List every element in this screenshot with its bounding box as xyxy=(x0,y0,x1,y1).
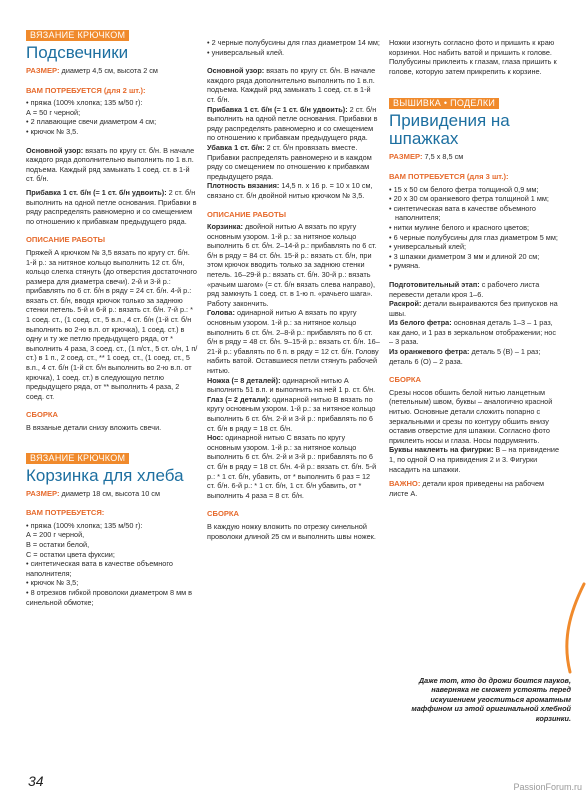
material-item: • синтетическая вата в качестве объемного наполнителя; xyxy=(389,203,536,223)
materials-heading-2: ВАМ ПОТРЕБУЕТСЯ: xyxy=(26,508,105,518)
assembly-heading: СБОРКА xyxy=(26,410,59,420)
column-left xyxy=(26,0,198,607)
important-text: детали кроя приведены на рабочем листе А. xyxy=(389,479,545,498)
title-bread-basket: Корзинка для хлеба xyxy=(26,465,184,485)
work-heading: ОПИСАНИЕ РАБОТЫ xyxy=(207,209,287,219)
basket-paragraph xyxy=(207,222,380,308)
legs-paragraph xyxy=(207,376,380,395)
letters-paragraph xyxy=(389,445,561,474)
head-text: одинарной нитью А вязать по кругу основным узором. 1-й р.: за нитяное кольцо выполнить 6 ст. б/н. 2–8-й р.: прибавлять по 6 ст. б/н в ряду = 48 ст. б/н. 9–15-й р.: вязать ст. б/н. 16–21-й р.: убавлять по 6 п. в ряду = 12 ст. б/н. Голову набить ватой. Оставшиеся петли стянуть рабочей нитью. xyxy=(207,308,380,375)
size-text: 7,5 х 8,5 см xyxy=(422,152,464,162)
material-item: • 2 черные полубусины для глаз диаметром 14 мм; xyxy=(207,38,380,47)
orange-felt-paragraph xyxy=(389,347,561,366)
column-middle xyxy=(207,38,380,541)
material-item: • 8 отрезков гибкой проволоки диаметром 8 мм в синельной обмотке; xyxy=(26,587,193,607)
nose-text: одинарной нитью С вязать по кругу основным узором. 1-й р.: за нитяное кольцо выполнить 6 ст. б/н. 2-й и 3-й р.: прибавлять по 6 ст. б/н в ряду = 18 ст. б/н. 4-й р.: вязать ст. б/н. 5-й р.: * 1 ст. б/н, убавить, от * выполнить 6 раз = 12 ст. б/н. 6-й р.: * 1 ст. б/н, 1 ст. б/н убавить, от * выполнить 4 раза = 8 ст. б/н. xyxy=(207,433,377,500)
white-felt-label: Из белого фетра: xyxy=(389,318,452,328)
size-label: РАЗМЕР: xyxy=(389,152,423,162)
assembly-text: Срезы носов обшить белой нитью ланцетным (петельным) швом, буквы – аналогично красной нитью. Основные детали сложить попарно с зеркальными и срезы по контуру обшить внизу оставив отверстие для шпажки. Согласно фото приклеить носы и глаза. Носы подрумянить. xyxy=(389,387,553,445)
head-label: Голова: xyxy=(207,308,235,318)
nose-label: Нос: xyxy=(207,433,224,443)
size-line xyxy=(389,152,561,162)
size-label: РАЗМЕР: xyxy=(26,66,60,75)
decorative-orange-stroke xyxy=(540,582,586,674)
column-right xyxy=(389,38,561,498)
pattern-label: Основной узор: xyxy=(207,66,265,76)
material-item: • крючок № 3,5; xyxy=(26,578,79,588)
increase-paragraph xyxy=(207,105,380,143)
eye-text: одинарной нитью В вязать по кругу основным узором. 1-й р.: за нитяное кольцо выполнить 6 ст. б/н. 2-й и 3-й р.: прибавлять по 6 ст. б/н в ряду = 18 ст. б/н. xyxy=(207,394,376,433)
assembly-text: В каждую ножку вложить по отрезку синельной проволоки длиной 25 см и выполнить швы ножек. xyxy=(207,521,376,541)
density-label: Плотность вязания: xyxy=(207,181,280,191)
size-text: диаметр 4,5 см, высота 2 см xyxy=(59,66,158,75)
decrease-paragraph xyxy=(207,143,380,153)
legs-text: одинарной нитью А выполнить 51 в.п. и выполнить на ней 1 р. ст. б/н. xyxy=(207,375,376,395)
size-text-2: диаметр 18 см, высота 10 см xyxy=(59,488,160,498)
basket-label: Корзинка: xyxy=(207,222,243,232)
material-item: • 2 плавающие свечи диаметром 4 см; xyxy=(26,117,157,127)
material-item: • пряжа (100% хлопка; 135 м/50 г): xyxy=(26,520,143,530)
important-label: ВАЖНО: xyxy=(389,479,421,489)
material-item: В = остатки белой, xyxy=(26,539,90,549)
size-line-2 xyxy=(26,489,198,499)
nose-paragraph xyxy=(207,433,380,500)
pattern-label: Основной узор: xyxy=(26,145,84,155)
pattern-text: вязать по кругу ст. б/н. В начале каждого ряда дополнительно выполнить по 1 в.п. подъема. Каждый ряд замыкать 1 соед. ст. в 1-й ст. б/н. xyxy=(207,66,376,104)
materials-heading: ВАМ ПОТРЕБУЕТСЯ (для 3 шт.): xyxy=(389,171,509,181)
material-item: • 15 х 50 см белого фетра толщиной 0,9 мм; xyxy=(389,184,539,194)
material-item: • универсальный клей. xyxy=(207,47,285,57)
letters-text: В – на привидение 1, по одной О на привидения 2 и 3. Фигурки насадить на шпажки. xyxy=(389,445,560,474)
increase-label: Прибавка 1 ст. б/н (= 1 ст. б/н удвоить): xyxy=(207,104,348,114)
pattern-paragraph xyxy=(26,146,198,184)
material-item: • пряжа (100% хлопка; 135 м/50 г): xyxy=(26,98,143,108)
increase-label: Прибавка 1 ст. б/н (= 1 ст. б/н удвоить): xyxy=(26,187,167,197)
prep-text: с рабочего листа перевести детали кроя 1–6. xyxy=(389,279,540,299)
section-band-embroidery: ВЫШИВКА • ПОДЕЛКИ xyxy=(389,98,499,109)
important-paragraph xyxy=(389,479,561,498)
cut-label: Раскрой: xyxy=(389,299,422,309)
watermark: PassionForum.ru xyxy=(513,782,582,792)
work-heading: ОПИСАНИЕ РАБОТЫ xyxy=(26,235,106,245)
increase-text: 2 ст. б/н выполнить на одной петле основания. Прибавки в ряду распределять равномерно и со смещением по отношению к прибавкам предыдущего ряда. xyxy=(26,187,197,226)
title-ghosts: Привидения на шпажках xyxy=(389,111,510,149)
white-felt-paragraph xyxy=(389,318,561,347)
increase-text: 2 ст. б/н выполнить на одной петле основания. Прибавки в ряду распределять равномерно и со смещением по отношению к прибавкам предыдущего ряда. xyxy=(207,104,378,143)
size-label-2: РАЗМЕР: xyxy=(26,488,60,498)
assembly-text: В вязаные детали снизу вложить свечи. xyxy=(26,423,162,432)
material-item: А = 200 г черной, xyxy=(26,530,85,540)
cut-text: детали выкраиваются без припусков на швы. xyxy=(389,299,558,318)
decrease-text-2: Прибавки распределять равномерно и в каждом ряду со смещением по отношению к прибавкам предыдущего ряда. xyxy=(207,152,372,181)
material-item: А = 50 г черной; xyxy=(26,107,81,117)
decrease-text: 2 ст. б/н провязать вместе. xyxy=(264,142,358,152)
material-item: С = остатки цвета фуксии; xyxy=(26,549,115,559)
title-candlesticks: Подсвечники xyxy=(26,43,129,62)
page-number: 34 xyxy=(28,773,44,789)
section-band-crochet: ВЯЗАНИЕ КРЮЧКОМ xyxy=(26,30,129,41)
eye-paragraph xyxy=(207,395,380,433)
assembly-heading: СБОРКА xyxy=(389,375,422,385)
eye-label: Глаз (= 2 детали): xyxy=(207,394,271,404)
material-item: • 20 х 30 см оранжевого фетра толщиной 1 мм; xyxy=(389,194,549,204)
intro-text: Ножки изогнуть согласно фото и пришить к краю корзинки. Нос набить ватой и пришить к голове. Полубусины приклеить к глазам, глаза пришить к голове, которую затем прикрепить к корзине. xyxy=(389,38,557,76)
white-felt-text: основная деталь 1–3 – 1 раз, как дано, и 1 раз в зеркальном отображении; нос – 3 раза. xyxy=(389,318,556,347)
density-text: 14,5 п. х 16 р. = 10 х 10 см, связано ст. б/н двойной нитью крючком № 3,5. xyxy=(207,181,373,200)
orange-felt-text: деталь 5 (В) – 1 раз; деталь 6 (О) – 2 раза. xyxy=(389,347,541,366)
pattern-paragraph xyxy=(207,66,380,104)
head-paragraph xyxy=(207,308,380,375)
assembly-heading: СБОРКА xyxy=(207,509,240,519)
material-item: • 3 шпажки диаметром 3 мм и длиной 20 см; xyxy=(389,251,540,261)
decrease-label: Убавка 1 ст. б/н: xyxy=(207,142,265,152)
prep-paragraph xyxy=(389,280,561,299)
prep-label: Подготовительный этап: xyxy=(389,279,480,289)
material-item: • румяна. xyxy=(389,261,421,271)
section-band-crochet-2: ВЯЗАНИЕ КРЮЧКОМ xyxy=(26,453,129,464)
pull-quote: Даже тот, кто до дрожи боится пауков, наверняка не сможет устоять перед искушением угоститься ароматным маффином из этой оригинальной хлебной корзинки. xyxy=(411,676,571,723)
materials-heading: ВАМ ПОТРЕБУЕТСЯ (для 2 шт.): xyxy=(26,85,146,95)
size-line xyxy=(26,66,198,76)
basket-text: двойной нитью А вязать по кругу основным узором. 1-й р.: за нитяное кольцо выполнить 6 ст. б/н. 2–14-й р.: прибавлять по 6 ст. б/н в ряду = 84 ст. б/н. 15-й р.: вязать ст. б/н, при этом крючок вводить только за заднюю стенки петель. 16–29-й р.: вязать ст. б/н. 30-й р.: вязать «рачьим шагом» (= ст. б/н вязать слева направо), ряд замкнуть 1 соед. ст. в 1-ю п. «рачьего шага». Работу закончить. xyxy=(207,222,377,308)
density-paragraph xyxy=(207,181,380,200)
pattern-text: вязать по кругу ст. б/н. В начале каждого ряда дополнительно выполнить по 1 в.п. подъема. Каждый ряд замыкать 1 соед. ст. в 1-й ст. б/н. xyxy=(26,145,195,184)
material-item: • нитки мулине белого и красного цветов; xyxy=(389,222,530,232)
legs-label: Ножка (= 8 деталей): xyxy=(207,375,281,385)
material-item: • универсальный клей; xyxy=(389,242,467,252)
letters-label: Буквы наклеить на фигурки: xyxy=(389,445,494,455)
increase-paragraph xyxy=(26,188,198,226)
orange-felt-label: Из оранжевого фетра: xyxy=(389,347,470,357)
material-item: • крючок № 3,5. xyxy=(26,126,79,136)
cut-paragraph xyxy=(389,299,561,318)
work-text: Пряжей А крючком № 3,5 вязать по кругу ст. б/н. 1-й р.: за нитяное кольцо выполнить 12 ст. б/н, кольцо слегка стянуть (до отверстия достаточного размера для диаметра свечи). 2-й и 3-й р.: прибавлять по 6 ст. б/н в ряду = 24 ст. б/н. 4-й р.: вязать ст. б/н, вводя крючок только за заднюю стенки петель. 5-й и 6-й р.: вязать ст. б/н. 7-й р.: * 1 соед. ст., (1 соед. ст., 5 в.п., 4 ст. б/н (1-й ст. б/н выполнить во 2-ю в.п. от крючка), 1 соед. ст.) в одну и ту же петлю предыдущего ряда, от * выполнить 4 раза, 3 соед. ст., (1 п/ст., 5 ст. с/н, 1 п/ст.) в 1 п., 2 соед. ст., ** 1 соед. ст., (1 соед. ст., 5 в.п., 4 ст. б/н (1-й ст. б/н выполнить во 2-ю в.п. от крючка), 1 соед. ст.) в следующую петлю предыдущего ряда, от ** выполнить 4 раза, 2 соед. ст. xyxy=(26,247,198,401)
material-item: • 6 черные полубусины для глаз диаметром 5 мм; xyxy=(389,232,558,242)
material-item: • синтетическая вата в качестве объемного наполнителя; xyxy=(26,559,173,578)
